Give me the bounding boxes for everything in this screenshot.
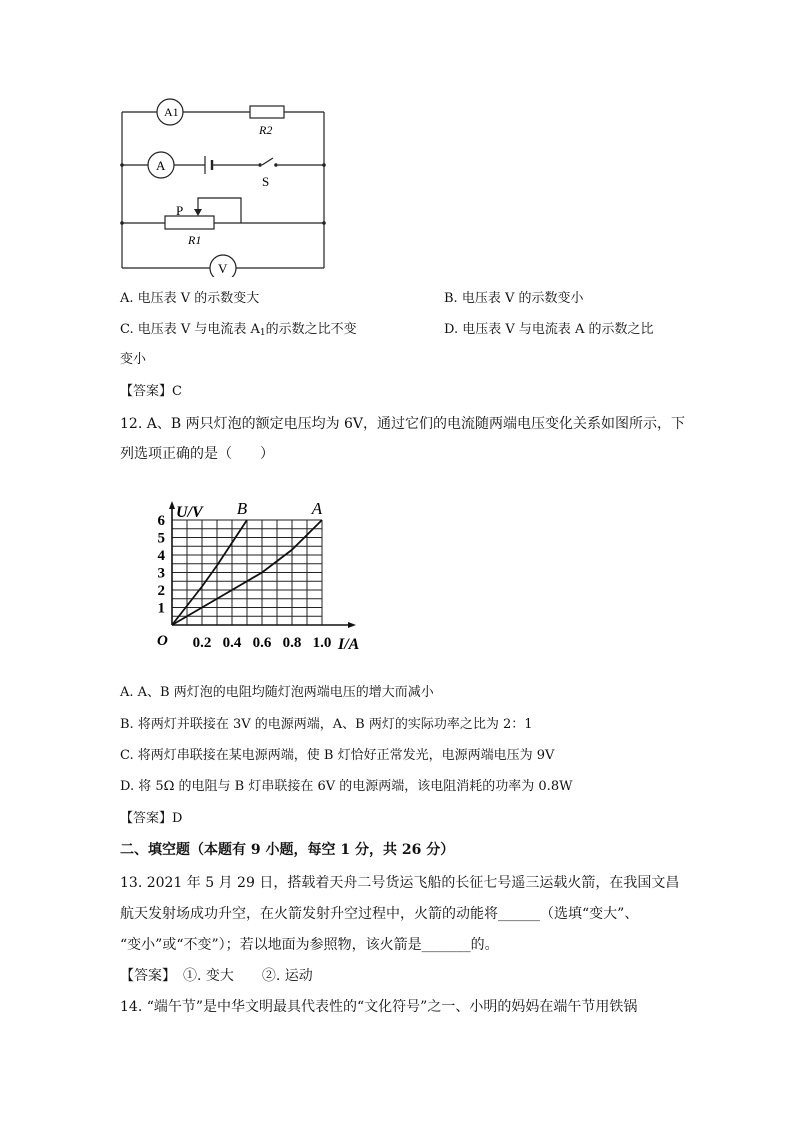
- x-tick-label: 1.0: [312, 635, 332, 651]
- q11-answer: 【答案】C: [120, 384, 182, 399]
- q12-option-c: C. 将两灯串联接在某电源两端，使 B 灯恰好正常发光，电源两端电压为 9V: [120, 748, 555, 763]
- section2-heading: 二、填空题（本题有 9 小题，每空 1 分，共 26 分）: [120, 842, 455, 858]
- ui-chart: [140, 495, 380, 660]
- series-label-A: A: [311, 499, 323, 518]
- q13-line2: 航天发射场成功升空，在火箭发射升空过程中，火箭的动能将______（选填“变大”、: [120, 906, 639, 922]
- q11-option-c: [120, 321, 357, 342]
- q12-option-b: B. 将两灯并联接在 3V 的电源两端，A、B 两灯的实际功率之比为 2：1: [120, 717, 533, 732]
- q11-option-c-post: 的示数之比不变: [265, 322, 357, 337]
- q11-option-b: B. 电压表 V 的示数变小: [444, 291, 584, 306]
- y-axis-arrow: [169, 501, 175, 509]
- q14-line1: 14. “端午节”是中华文明最具代表性的“文化符号”之一、小明的妈妈在端午节用铁锅: [120, 999, 638, 1015]
- q13-answer: 【答案】 ①. 变大 ②. 运动: [120, 968, 313, 984]
- s-label: S: [262, 174, 270, 189]
- a-label: A: [156, 158, 166, 173]
- series-label-B: B: [236, 499, 248, 518]
- x-tick-label: 0.8: [282, 635, 302, 651]
- q11-option-d: D. 电压表 V 与电流表 A 的示数之比: [444, 322, 654, 337]
- r1-label: R1: [188, 233, 202, 247]
- q12-stem-line1: 12. A、B 两只灯泡的额定电压均为 6V，通过它们的电流随两端电压变化关系如图所示，下: [120, 416, 686, 432]
- r2-label: R2: [259, 123, 273, 137]
- q12-stem-line2: 列选项正确的是（ ）: [120, 446, 274, 462]
- y-tick-label: 6: [157, 513, 165, 529]
- circuit-diagram: [110, 92, 340, 277]
- v-label: V: [218, 261, 228, 276]
- q11-option-c-sub: 1: [259, 328, 266, 338]
- y-tick-label: 3: [157, 565, 165, 582]
- q12-answer: 【答案】D: [120, 811, 183, 826]
- a1-label: A1: [164, 105, 179, 119]
- q13-line1: 13. 2021 年 5 月 29 日，搭载着天舟二号货运飞船的长征七号遥三运载火箭，在我国文昌: [120, 875, 680, 891]
- x-axis-arrow: [348, 622, 356, 628]
- q13-line3: “变小”或“不变”）；若以地面为参照物，该火箭是_______的。: [120, 937, 499, 953]
- q12-option-a: A. A、B 两灯泡的电阻均随灯泡两端电压的增大而减小: [120, 685, 434, 700]
- y-tick-label: 2: [157, 583, 165, 599]
- q12-option-d: D. 将 5Ω 的电阻与 B 灯串联接在 6V 的电源两端，该电阻消耗的功率为 0.8W: [120, 779, 573, 794]
- x-tick-label: 0.6: [252, 635, 272, 651]
- x-tick-label: 0.2: [192, 635, 212, 651]
- q11-option-d-cont: 变小: [120, 352, 147, 367]
- resistor-r2: [250, 106, 284, 118]
- x-axis-label: I/A: [338, 636, 360, 653]
- origin-label: O: [157, 633, 168, 649]
- y-axis-label: U/V: [176, 504, 203, 521]
- y-tick-label: 1: [157, 600, 165, 617]
- y-tick-label: 4: [157, 548, 165, 564]
- q11-option-a: A. 电压表 V 的示数变大: [120, 291, 260, 306]
- x-tick-label: 0.4: [222, 635, 242, 651]
- y-tick-label: 5: [157, 530, 165, 547]
- q11-option-c-pre: C. 电压表 V 与电流表 A: [120, 322, 260, 337]
- rheostat-r1: [165, 216, 214, 229]
- p-label: P: [176, 203, 184, 218]
